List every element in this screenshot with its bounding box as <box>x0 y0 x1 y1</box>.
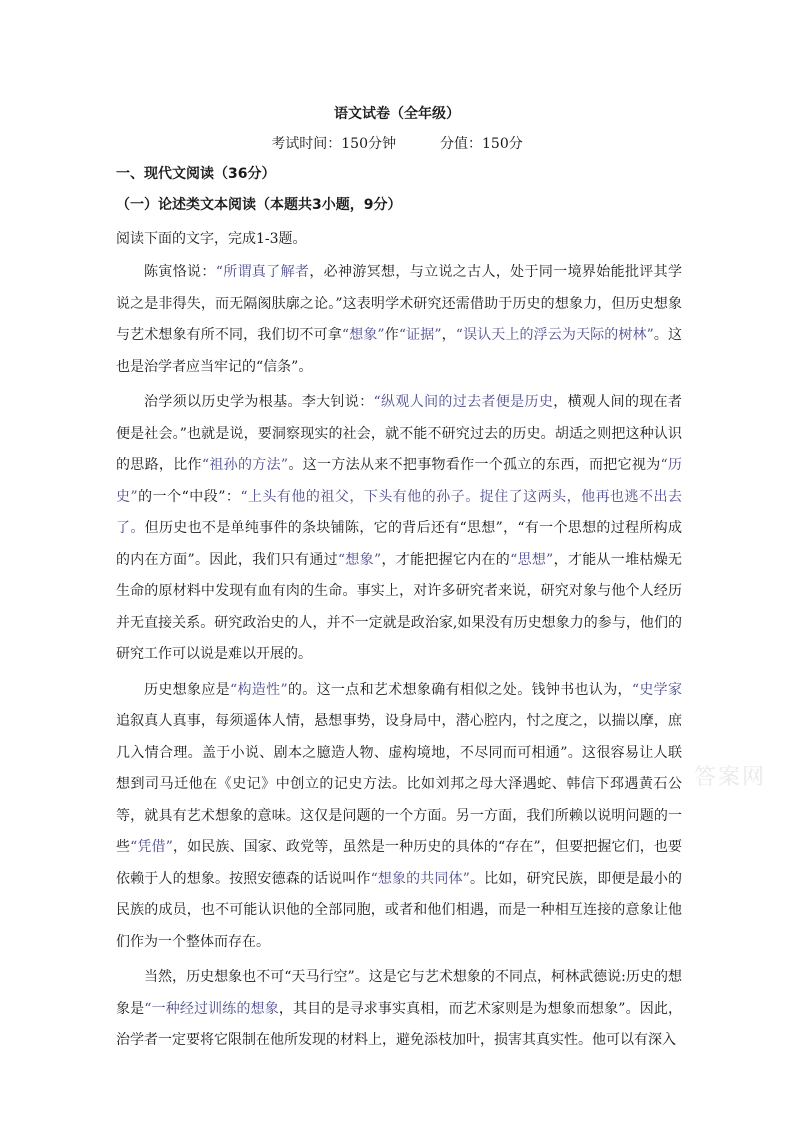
paragraph-2: 治学须以历史学为根基。李大钊说：“纵观人间的过去者便是历史，横观人间的现在者便是社会。”也就是说，要洞察现实的社会，就不能不研究过去的历史。胡适之则把这种认识的思路，比作“祖孙的方法”。这一方法从来不把事物看作一个孤立的东西，而把它视为“历史”的一个“中段”：“上头有他的祖父，下头有他的孙子。捉住了这两头，他再也逃不出去了。但历史也不是单纯事件的条块铺陈，它的背后还有“思想”，“有一个思想的过程所构成的内在方面”。因此，我们只有通过“想象”，才能把握它内在的“思想”，才能从一堆枯燥无生命的原材料中发现有血有肉的生命。事实上，对许多研究者来说，研究对象与他个人经历并无直接关系。研究政治史的人，并不一定就是政治家,如果没有历史想象力的参与，他们的研究工作可以说是难以开展的。 <box>116 394 682 662</box>
instruction: 阅读下面的文字，完成1-3题。 <box>116 231 307 247</box>
paragraph-1: 陈寅恪说：“所谓真了解者，必神游冥想，与立说之古人，处于同一境界始能批评其学说之是非得失，而无隔阂肤廓之论。”这表明学术研究还需借助于历史的想象力，但历史想象与艺术想象有所不同，我们切不可拿“想象”作“证据”，“误认天上的浮云为天际的树林”。这也是治学者应当牢记的“信条”。 <box>116 264 683 375</box>
sub-section-heading: （一）论述类文本阅读（本题共3小题，9分） <box>116 197 402 213</box>
section-heading: 一、现代文阅读（36分） <box>116 166 276 182</box>
paragraph-3: 历史想象应是“构造性”的。这一点和艺术想象确有相似之处。钱钟书也认为，“史学家追叙真人真事，每须遥体人情，悬想事势，设身局中，潜心腔内，忖之度之，以揣以摩，庶几入情合理。盖于小说、剧本之臆造人物、虚构境地，不尽同而可相通”。这很容易让人联想到司马迁他在《史记》中创立的记史方法。比如刘邦之母大泽遇蛇、韩信下邳遇黄石公等，就具有艺术想象的意味。这仅是问题的一个方面。另一方面，我们所赖以说明问题的一些“凭借”，如民族、国家、政党等，虽然是一种历史的具体的“存在”，但要把握它们，也要依赖于人的想象。按照安德森的话说叫作“想象的共同体”。比如，研究民族，即便是最小的民族的成员，也不可能认识他的全部同胞，或者和他们相遇，而是一种相互连接的意象让他们作为一个整体而存在。 <box>116 681 683 950</box>
exam-time: 考试时间：150分钟 <box>271 136 396 152</box>
watermark: 答案网 <box>694 765 767 790</box>
paragraph-4: 当然，历史想象也不可“天马行空”。这是它与艺术想象的不同点，柯林武德说:历史的想象是“一种经过训练的想象，其目的是寻求事实真相，而艺术家则是为想象而想象”。因此，治学者一定要将它限制在他所发现的材料上，避免添枝加叶，损害其真实性。他可以有深入 <box>116 969 683 1048</box>
exam-meta <box>0 134 794 154</box>
exam-score: 分值：150分 <box>440 136 523 152</box>
exam-title: 语文试卷（全年级） <box>334 106 460 122</box>
reading-passage <box>116 257 682 1061</box>
